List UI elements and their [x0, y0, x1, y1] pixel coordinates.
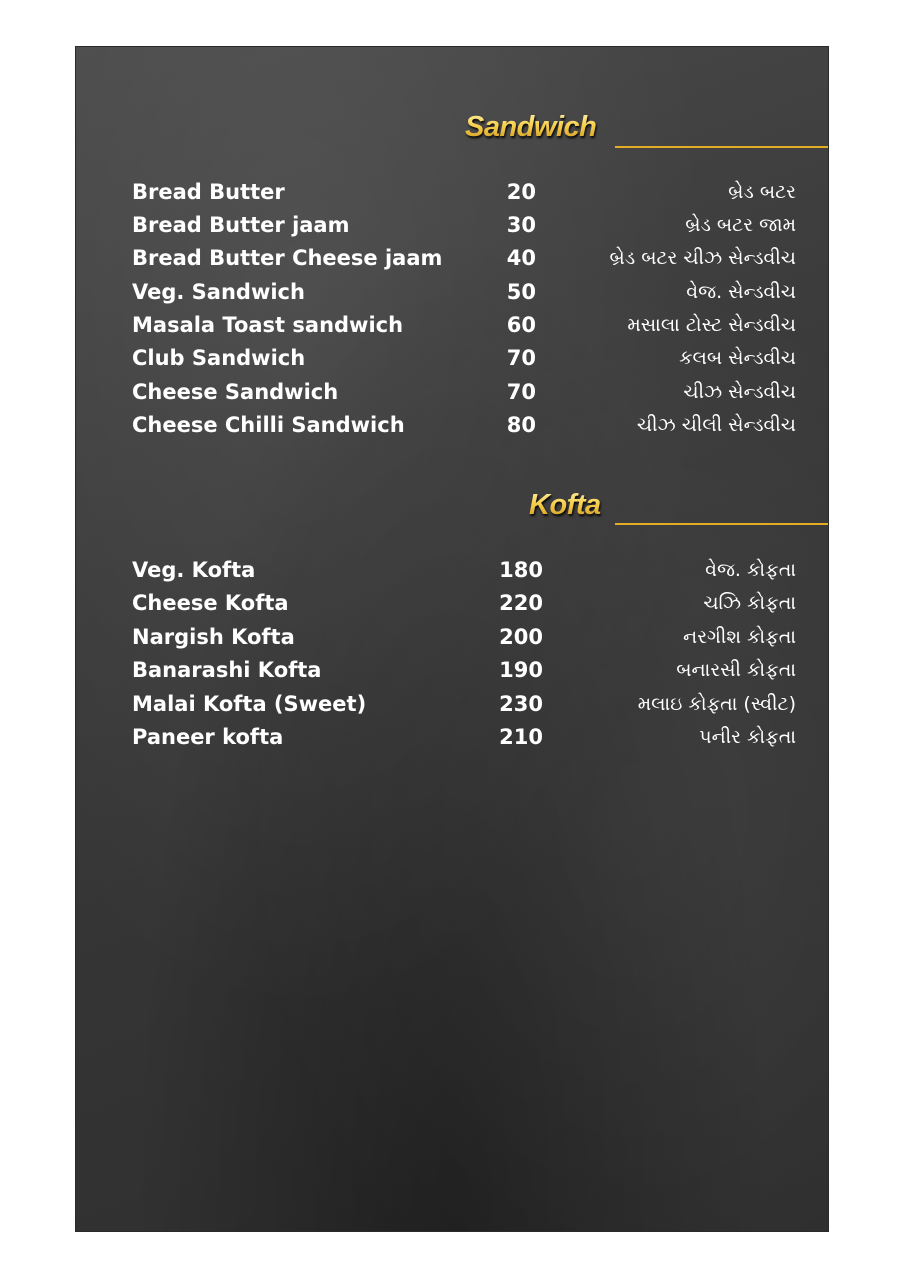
item-name-gujarati: બ્રેડ બટર ચીઝ સેન્ડવીચ [609, 247, 796, 269]
item-price: 80 [506, 413, 536, 437]
item-price: 70 [506, 346, 536, 370]
item-name: Cheese Chilli Sandwich [132, 413, 405, 437]
item-name: Veg. Kofta [132, 558, 256, 582]
item-name-gujarati: નરગીશ કોફતા [683, 626, 796, 648]
item-price: 20 [506, 180, 536, 204]
item-name: Veg. Sandwich [132, 280, 305, 304]
item-price: 40 [506, 246, 536, 270]
item-name-gujarati: વેજ. સેન્ડવીચ [686, 281, 796, 303]
item-name-gujarati: વેજ. કોફતા [705, 559, 796, 581]
item-name-gujarati: બ્રેડ બટર [728, 181, 796, 203]
item-price: 30 [506, 213, 536, 237]
section-rule [615, 523, 828, 525]
item-name-gujarati: બ્રેડ બટર જામ [685, 214, 796, 236]
item-name-gujarati: મસાલા ટોસ્ટ સેન્ડવીચ [627, 314, 796, 336]
item-name-gujarati: ચીઝ સેન્ડવીચ [683, 381, 796, 403]
item-price: 190 [499, 658, 543, 682]
menu-page [75, 46, 829, 1232]
item-name: Cheese Kofta [132, 591, 289, 615]
item-price: 200 [499, 625, 543, 649]
item-name: Masala Toast sandwich [132, 313, 404, 337]
item-name: Cheese Sandwich [132, 380, 339, 404]
item-name-gujarati: ચીઝ ચીલી સેન્ડવીચ [636, 414, 796, 436]
item-name-gujarati: મલાઇ કોફતા (સ્વીટ) [637, 693, 796, 715]
item-name: Bread Butter Cheese jaam [132, 246, 443, 270]
section-rule [615, 146, 828, 148]
item-name: Banarashi Kofta [132, 658, 322, 682]
item-name-gujarati: પનીર કોફતા [699, 726, 796, 748]
item-price: 210 [499, 725, 543, 749]
item-name-gujarati: કલબ સેન્ડવીચ [679, 347, 796, 369]
item-name: Bread Butter [132, 180, 285, 204]
item-name: Bread Butter jaam [132, 213, 350, 237]
item-name-gujarati: બનારસી કોફતા [676, 659, 796, 681]
item-name: Club Sandwich [132, 346, 306, 370]
section-title-sandwich: Sandwich [465, 111, 597, 143]
item-price: 60 [506, 313, 536, 337]
item-name-gujarati: ચઝિ કોફતા [703, 592, 796, 614]
item-name: Nargish Kofta [132, 625, 295, 649]
item-name: Paneer kofta [132, 725, 284, 749]
item-price: 180 [499, 558, 543, 582]
section-title-kofta: Kofta [529, 489, 601, 521]
item-price: 220 [499, 591, 543, 615]
item-price: 230 [499, 692, 543, 716]
item-price: 50 [506, 280, 536, 304]
item-price: 70 [506, 380, 536, 404]
item-name: Malai Kofta (Sweet) [132, 692, 367, 716]
